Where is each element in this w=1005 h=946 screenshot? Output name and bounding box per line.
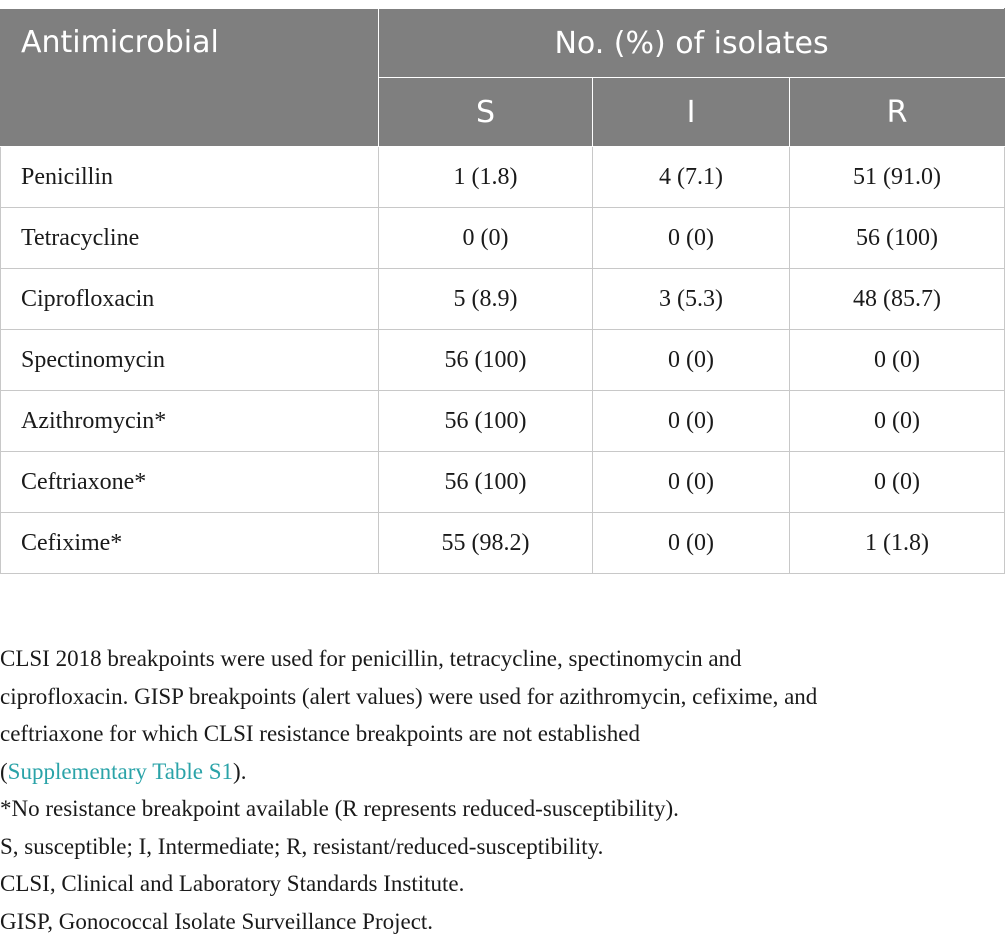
antimicrobial-name: Ciprofloxacin — [1, 269, 379, 330]
resistant-value: 1 (1.8) — [790, 513, 1005, 574]
resistant-value: 51 (91.0) — [790, 147, 1005, 208]
table-row — [1, 269, 1005, 330]
susceptible-value: 1 (1.8) — [379, 147, 593, 208]
intermediate-value: 4 (7.1) — [593, 147, 790, 208]
susceptible-value: 56 (100) — [379, 452, 593, 513]
susceptible-value: 56 (100) — [379, 330, 593, 391]
susceptible-value: 0 (0) — [379, 208, 593, 269]
resistant-value: 0 (0) — [790, 391, 1005, 452]
intermediate-value: 0 (0) — [593, 208, 790, 269]
table-row — [1, 513, 1005, 574]
antimicrobial-name: Spectinomycin — [1, 330, 379, 391]
paren-open: ( — [0, 758, 8, 784]
antimicrobial-name: Cefixime* — [1, 513, 379, 574]
susceptible-value: 55 (98.2) — [379, 513, 593, 574]
table-row — [1, 208, 1005, 269]
asterisk-note: *No resistance breakpoint available (R represents reduced-susceptibility). — [0, 796, 679, 821]
intermediate-value: 0 (0) — [593, 330, 790, 391]
clsi-abbreviation-note: CLSI, Clinical and Laboratory Standards Institute. — [0, 871, 465, 896]
table-row — [1, 330, 1005, 391]
breakpoints-note-line: CLSI 2018 breakpoints were used for penicillin, tetracycline, spectinomycin and — [0, 646, 742, 671]
breakpoints-note-line: ceftriaxone for which CLSI resistance breakpoints are not established — [0, 721, 640, 746]
susceptible-column-header: S — [379, 78, 593, 147]
intermediate-value: 0 (0) — [593, 391, 790, 452]
susceptible-value: 5 (8.9) — [379, 269, 593, 330]
table-footnotes — [0, 640, 1000, 940]
paren-close: ). — [233, 758, 247, 784]
resistant-value: 0 (0) — [790, 452, 1005, 513]
table-row — [1, 147, 1005, 208]
antimicrobial-column-header: Antimicrobial — [1, 9, 379, 147]
resistant-column-header: R — [790, 78, 1005, 147]
intermediate-value: 0 (0) — [593, 452, 790, 513]
resistant-value: 56 (100) — [790, 208, 1005, 269]
susceptible-value: 56 (100) — [379, 391, 593, 452]
supplementary-table-link[interactable]: Supplementary Table S1 — [7, 758, 234, 784]
supplementary-reference-line — [0, 753, 1000, 791]
resistant-value: 0 (0) — [790, 330, 1005, 391]
table-row — [1, 391, 1005, 452]
intermediate-value: 0 (0) — [593, 513, 790, 574]
isolates-group-header: No. (%) of isolates — [379, 9, 1005, 78]
antimicrobial-name: Penicillin — [1, 147, 379, 208]
gisp-abbreviation-note: GISP, Gonococcal Isolate Surveillance Project. — [0, 908, 434, 934]
table-row — [1, 452, 1005, 513]
antimicrobial-name: Tetracycline — [1, 208, 379, 269]
abbreviation-note: S, susceptible; I, Intermediate; R, resistant/reduced-susceptibility. — [0, 833, 604, 859]
susceptibility-table — [0, 8, 1005, 574]
antimicrobial-name: Azithromycin* — [1, 391, 379, 452]
intermediate-column-header: I — [593, 78, 790, 147]
antimicrobial-name: Ceftriaxone* — [1, 452, 379, 513]
intermediate-value: 3 (5.3) — [593, 269, 790, 330]
breakpoints-note-line: ciprofloxacin. GISP breakpoints (alert values) were used for azithromycin, cefixime, and — [0, 683, 818, 709]
resistant-value: 48 (85.7) — [790, 269, 1005, 330]
